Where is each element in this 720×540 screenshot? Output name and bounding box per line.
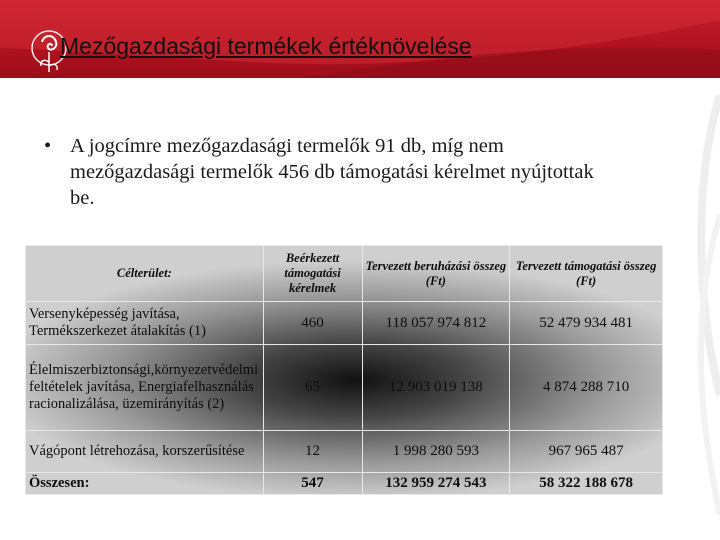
header-target-area: Célterület:: [26, 246, 264, 302]
table-row: [26, 345, 663, 431]
total-requests: 547: [263, 473, 362, 495]
row-support: 967 965 487: [510, 431, 663, 473]
row-requests: 460: [263, 302, 362, 345]
table-row: [26, 431, 663, 473]
header-support: Tervezett támogatási összeg (Ft): [510, 246, 663, 302]
data-table: [25, 245, 663, 495]
total-investment: 132 959 274 543: [362, 473, 510, 495]
row-investment: 1 998 280 593: [362, 431, 510, 473]
row-investment: 118 057 974 812: [362, 302, 510, 345]
bullet-text: A jogcímre mezőgazdasági termelők 91 db, míg nem mezőgazdasági termelők 456 db támogatási kérelmet nyújtottak be.: [70, 135, 594, 209]
row-label: Élelmiszerbiztonsági,környezetvédelmi feltételek javítása, Energiafelhasználás racionalizálása, üzemirányítás (2): [26, 345, 264, 431]
header-requests: Beérkezett támogatási kérelmek: [263, 246, 362, 302]
row-label: Vágópont létrehozása, korszerűsítése: [26, 431, 264, 473]
total-support: 58 322 188 678: [510, 473, 663, 495]
data-table-container: [25, 245, 663, 495]
row-support: 4 874 288 710: [510, 345, 663, 431]
bullet-dot: •: [44, 135, 52, 157]
row-requests: 65: [263, 345, 362, 431]
row-support: 52 479 934 481: [510, 302, 663, 345]
total-label: Összesen:: [26, 473, 264, 495]
side-decoration: [660, 95, 720, 515]
row-label: Versenyképesség javítása, Termékszerkezet átalakítás (1): [26, 302, 264, 345]
header-investment: Tervezett beruházási összeg (Ft): [362, 246, 510, 302]
table-total-row: [26, 473, 663, 495]
row-investment: 12 903 019 138: [362, 345, 510, 431]
row-requests: 12: [263, 431, 362, 473]
slide-title: Mezőgazdasági termékek értéknövelése: [60, 33, 472, 59]
table-header-row: [26, 246, 663, 302]
table-row: [26, 302, 663, 345]
